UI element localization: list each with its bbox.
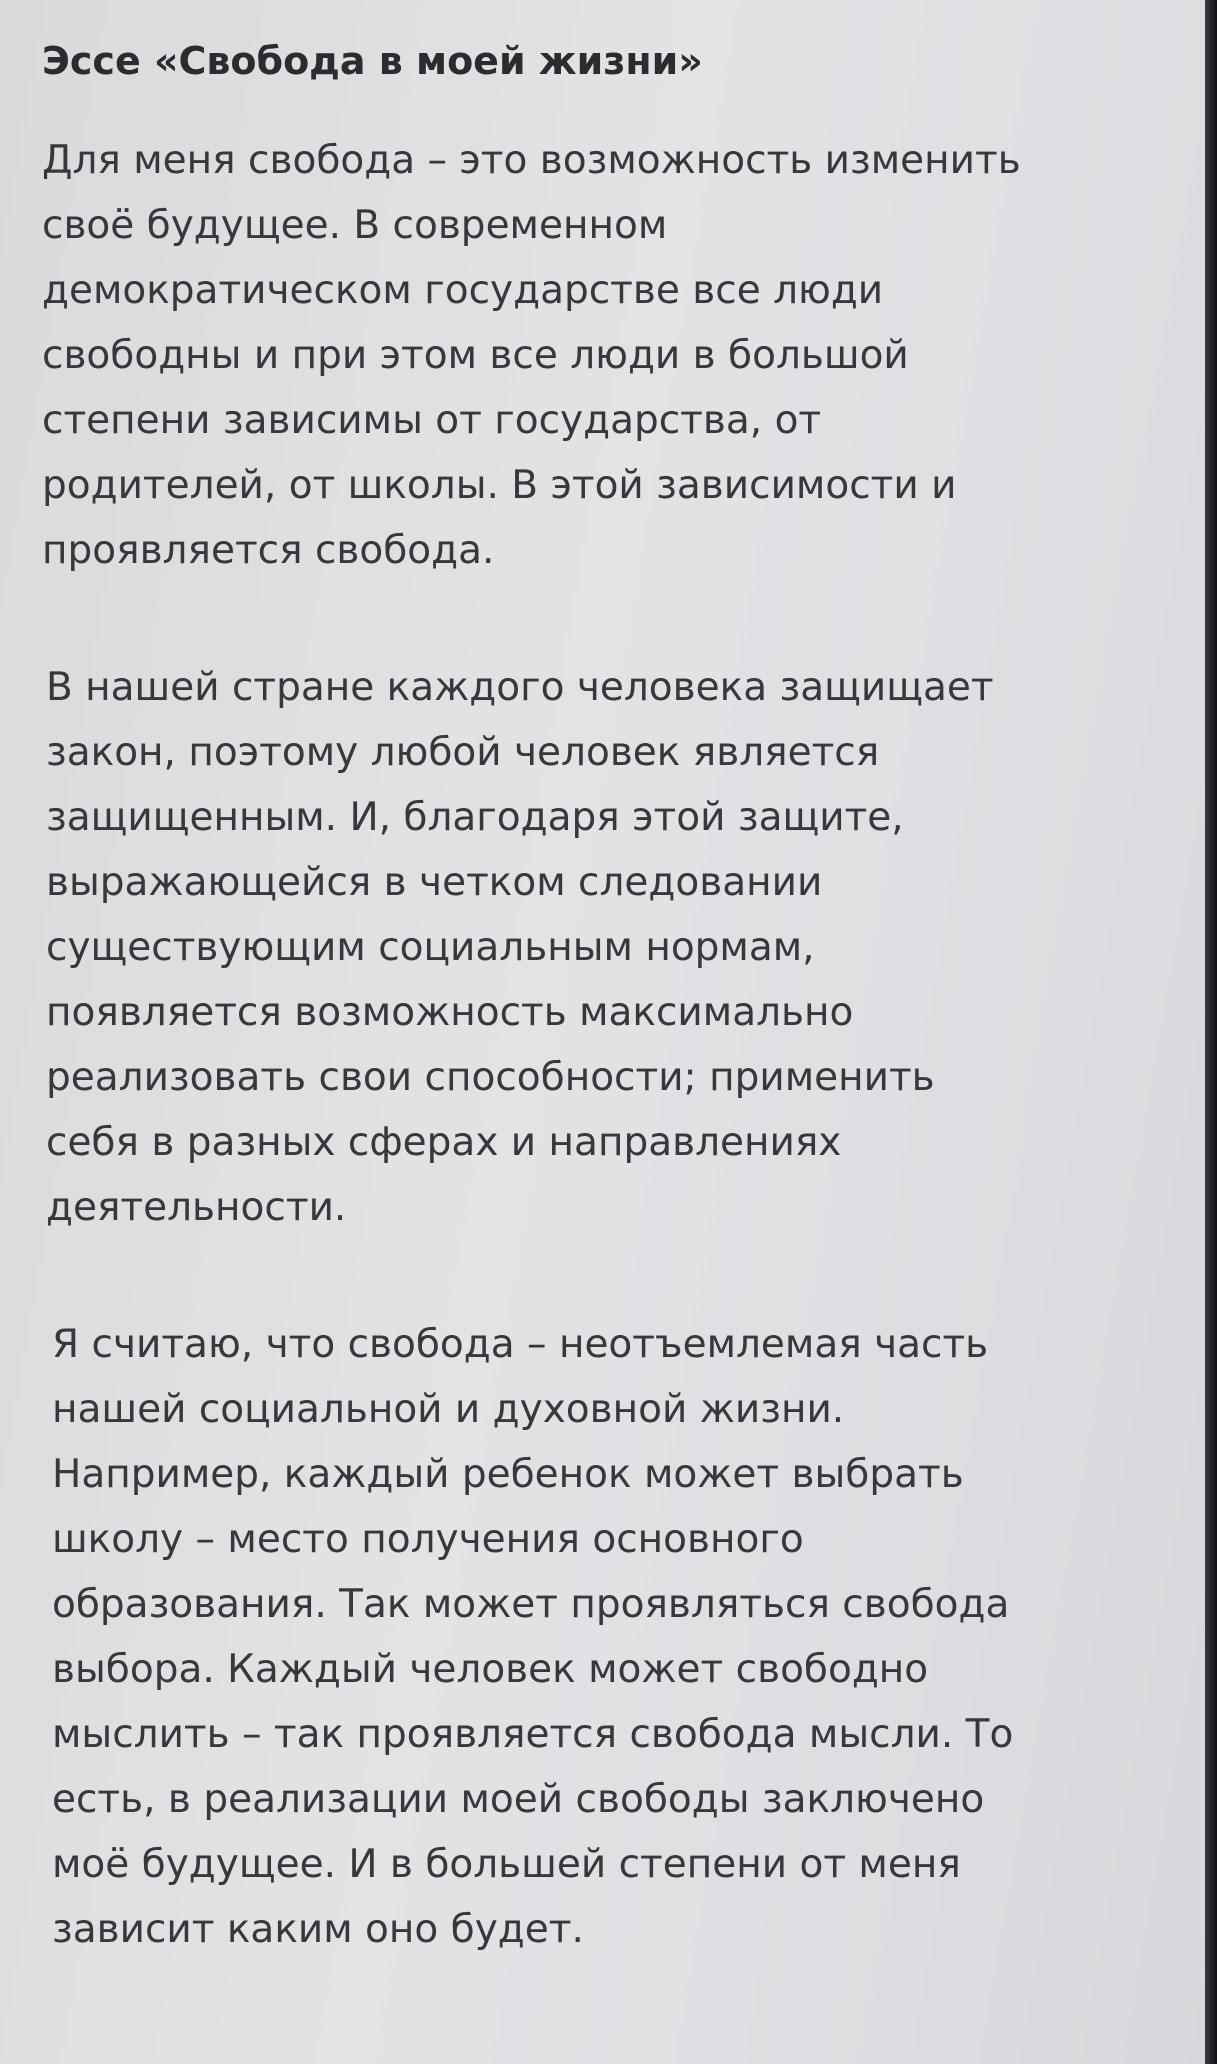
essay-paragraph-1 [42,128,1167,583]
text-line: существующим социальным нормам, [46,925,815,970]
text-line: Для меня свобода – это возможность изменить [42,138,1021,183]
essay-title: Эссе «Свобода в моей жизни» [42,39,703,83]
text-line: степени зависимы от государства, от [42,398,822,443]
text-line: демократическом государстве все люди [42,268,884,313]
text-line: есть, в реализации моей свободы заключено [52,1777,985,1822]
text-line: появляется возможность максимально [46,990,854,1035]
text-line: мыслить – так проявляется свобода мысли. То [52,1712,1014,1757]
text-line: зависит каким оно будет. [52,1907,584,1952]
text-line: себя в разных сферах и направлениях [46,1120,842,1165]
text-line: выбора. Каждый человек может свободно [52,1647,929,1692]
text-line: реализовать свои способности; применить [46,1055,935,1100]
text-line: родителей, от школы. В этой зависимости и [42,463,957,508]
text-line: В нашей стране каждого человека защищает [46,665,994,710]
text-line: Я считаю, что свобода – неотъемлемая часть [52,1322,989,1367]
text-line: моё будущее. И в большей степени от меня [52,1842,961,1887]
text-line: свободны и при этом все люди в большой [42,333,909,378]
essay-paragraph-2 [42,655,1167,1240]
screen-bezel [1205,0,1217,2064]
text-line: своё будущее. В современном [42,203,668,248]
text-line: проявляется свобода. [42,528,495,573]
text-line: деятельности. [46,1185,347,1230]
text-line: выражающейся в четком следовании [46,860,823,905]
text-line: Например, каждый ребенок может выбрать [52,1452,964,1497]
text-line: нашей социальной и духовной жизни. [52,1387,845,1432]
text-line: защищенным. И, благодаря этой защите, [46,795,904,840]
text-line: образования. Так может проявляться свобода [52,1582,1010,1627]
text-line: школу – место получения основного [52,1517,804,1562]
text-line: закон, поэтому любой человек является [46,730,880,775]
essay-paragraph-3 [42,1312,1167,1962]
